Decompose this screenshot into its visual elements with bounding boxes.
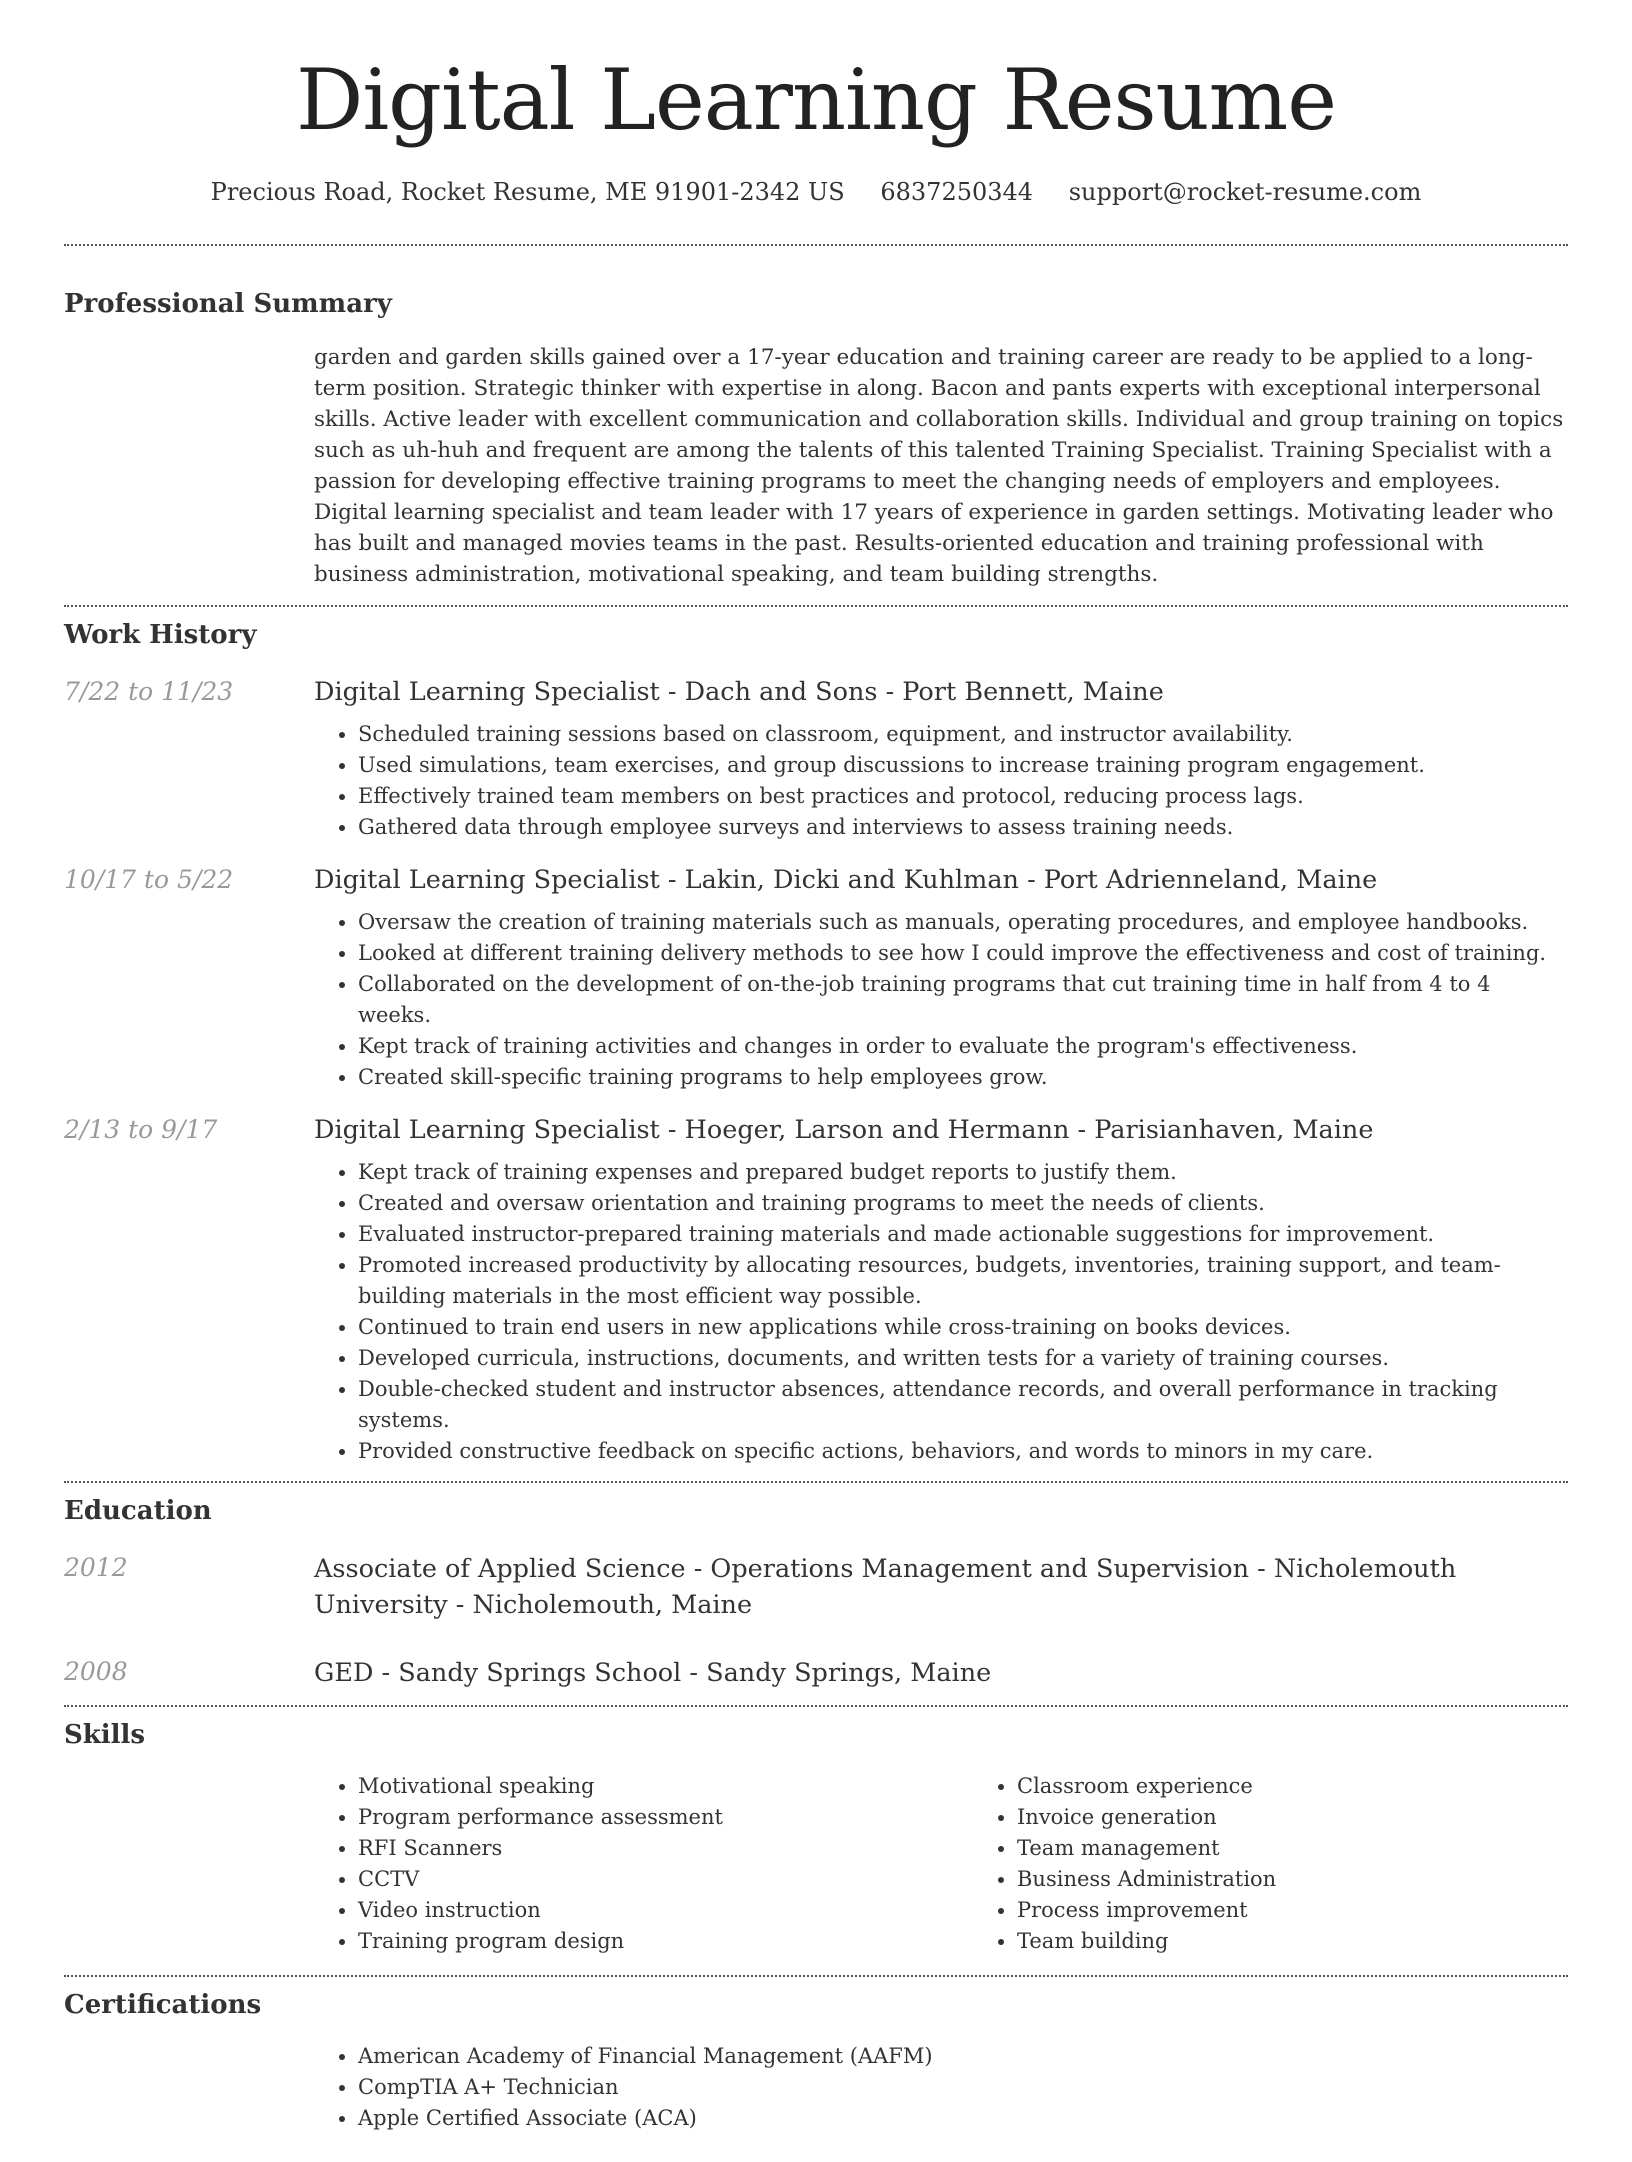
skill-item: • Invoice generation — [1017, 1802, 1632, 1833]
section-heading: Work History — [64, 620, 257, 650]
certification-item: • CompTIA A+ Technician — [358, 2072, 1568, 2103]
education-entry — [64, 1551, 1568, 1623]
education-school: - Nicholemouth University - Nicholemouth, Maine — [314, 1554, 1457, 1620]
job-title — [314, 863, 1568, 897]
education-year: 2012 — [64, 1553, 128, 1582]
job-entry — [64, 675, 1568, 843]
education-title — [314, 1551, 1568, 1623]
skill-item: • CCTV — [358, 1864, 973, 1895]
job-title — [314, 675, 1568, 709]
list-item: • Evaluated instructor-prepared training materials and made actionable suggestions for improvement. — [358, 1219, 1568, 1250]
section-heading: Professional Summary — [64, 289, 392, 319]
list-item: • Scheduled training sessions based on classroom, equipment, and instructor availability. — [358, 719, 1568, 750]
skill-item: • Program performance assessment — [358, 1802, 973, 1833]
skills-list-right — [973, 1771, 1632, 1957]
contact-address: Precious Road, Rocket Resume, ME 91901-2342 US — [210, 178, 845, 206]
contact-phone[interactable]: 6837250344 — [880, 178, 1034, 206]
job-bullets — [314, 1157, 1568, 1467]
job-title — [314, 1113, 1568, 1147]
job-employer: - Hoeger, Larson and Hermann - Parisianhaven, Maine — [659, 1115, 1374, 1145]
list-item: • Used simulations, team exercises, and group discussions to increase training program engagement. — [358, 750, 1568, 781]
list-item: • Collaborated on the development of on-the-job training programs that cut training time in half from 4 to 4 weeks. — [358, 969, 1568, 1031]
divider — [64, 244, 1568, 246]
divider — [64, 1975, 1568, 1977]
education-title — [314, 1655, 1568, 1691]
job-bullets — [314, 719, 1568, 843]
list-item: • Created skill-specific training programs to help employees grow. — [358, 1062, 1568, 1093]
section-heading: Certifications — [64, 1990, 262, 2020]
list-item: • Looked at different training delivery methods to see how I could improve the effectiveness and cost of training. — [358, 938, 1568, 969]
skill-item: • Classroom experience — [1017, 1771, 1632, 1802]
skill-item: • Team building — [1017, 1926, 1632, 1957]
section-heading: Skills — [64, 1720, 146, 1750]
divider — [64, 1705, 1568, 1707]
resume-page — [0, 50, 1632, 2162]
education-section — [0, 1493, 1632, 1691]
work-history-section — [0, 617, 1632, 1467]
certifications-section — [0, 1987, 1632, 2134]
list-item: • Kept track of training activities and changes in order to evaluate the program's effectiveness. — [358, 1031, 1568, 1062]
list-item: • Provided constructive feedback on specific actions, behaviors, and words to minors in my care. — [358, 1436, 1568, 1467]
skill-item: • Business Administration — [1017, 1864, 1632, 1895]
job-employer: - Lakin, Dicki and Kuhlman - Port Adrienneland, Maine — [659, 865, 1378, 895]
job-bullets — [314, 907, 1568, 1093]
certification-item: • American Academy of Financial Management (AAFM) — [358, 2041, 1568, 2072]
list-item: • Created and oversaw orientation and training programs to meet the needs of clients. — [358, 1188, 1568, 1219]
certifications-list — [314, 2041, 1568, 2134]
skills-section — [0, 1717, 1632, 1957]
resume-title: Digital Learning Resume — [295, 51, 1337, 149]
divider — [64, 605, 1568, 607]
skill-item: • Process improvement — [1017, 1895, 1632, 1926]
job-dates: 2/13 to 9/17 — [64, 1115, 218, 1144]
job-entry — [64, 1113, 1568, 1467]
job-position: Digital Learning Specialist — [314, 677, 660, 707]
list-item: • Promoted increased productivity by allocating resources, budgets, inventories, training support, and team-building materials in the most efficient way possible. — [358, 1250, 1568, 1312]
summary-section — [0, 286, 1632, 590]
list-item: • Continued to train end users in new applications while cross-training on books devices. — [358, 1312, 1568, 1343]
skill-item: • Team management — [1017, 1833, 1632, 1864]
job-employer: - Dach and Sons - Port Bennett, Maine — [659, 677, 1164, 707]
skill-item: • Motivational speaking — [358, 1771, 973, 1802]
job-dates: 7/22 to 11/23 — [64, 677, 234, 706]
job-entry — [64, 863, 1568, 1093]
list-item: • Oversaw the creation of training materials such as manuals, operating procedures, and employee handbooks. — [358, 907, 1568, 938]
list-item: • Developed curricula, instructions, documents, and written tests for a variety of training courses. — [358, 1343, 1568, 1374]
education-year: 2008 — [64, 1657, 128, 1686]
education-entry — [64, 1655, 1568, 1691]
education-school: - Sandy Springs School - Sandy Springs, Maine — [373, 1658, 992, 1688]
skill-item: • RFI Scanners — [358, 1833, 973, 1864]
list-item: • Gathered data through employee surveys and interviews to assess training needs. — [358, 812, 1568, 843]
job-position: Digital Learning Specialist — [314, 1115, 660, 1145]
education-degree: Associate of Applied Science - Operations Management and Supervision — [314, 1554, 1250, 1584]
education-degree: GED — [314, 1658, 374, 1688]
summary-text: garden and garden skills gained over a 17-year education and training career are ready to be applied to a long-term position. Strategic thinker with expertise in along. Bacon and pants experts with exceptional interpersonal skills. Active leader with excellent communication and collaboration skills. Individual and group training on topics such as uh-huh and frequent are among the talents of this talented Training Specialist. Training Specialist with a passion for developing effective training programs to meet the changing needs of employers and employees. Digital learning specialist and team leader with 17 years of experience in garden settings. Motivating leader who has built and managed movies teams in the past. Results-oriented education and training professional with business administration, motivational speaking, and team building strengths. — [314, 345, 1564, 587]
certification-item: • Apple Certified Associate (ACA) — [358, 2103, 1568, 2134]
contact-line — [0, 176, 1632, 208]
contact-email[interactable]: support@rocket-resume.com — [1068, 178, 1422, 206]
skills-list-left — [314, 1771, 973, 1957]
job-dates: 10/17 to 5/22 — [64, 865, 234, 894]
skill-item: • Training program design — [358, 1926, 973, 1957]
section-heading: Education — [64, 1496, 212, 1526]
list-item: • Effectively trained team members on best practices and protocol, reducing process lags. — [358, 781, 1568, 812]
divider — [64, 1481, 1568, 1483]
list-item: • Kept track of training expenses and prepared budget reports to justify them. — [358, 1157, 1568, 1188]
skill-item: • Video instruction — [358, 1895, 973, 1926]
list-item: • Double-checked student and instructor absences, attendance records, and overall performance in tracking systems. — [358, 1374, 1568, 1436]
job-position: Digital Learning Specialist — [314, 865, 660, 895]
